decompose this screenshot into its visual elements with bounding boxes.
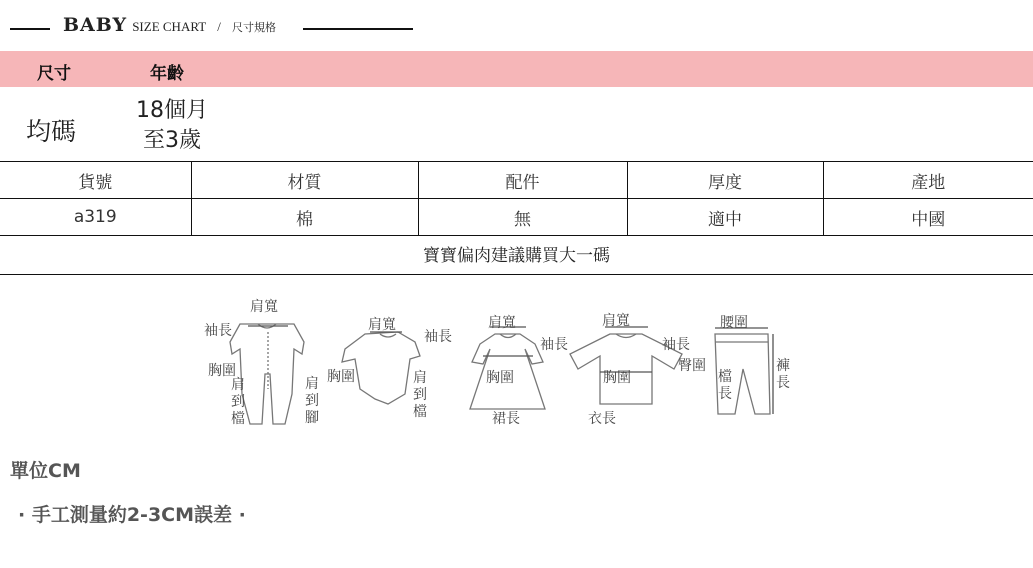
size-value: 均碼 xyxy=(26,117,77,146)
header-origin: 產地 xyxy=(823,162,1033,199)
header-thickness: 厚度 xyxy=(627,162,823,199)
spec-table xyxy=(0,161,1033,236)
unit-label: 單位CM xyxy=(10,460,81,482)
pants-rise-label: 檔長 xyxy=(718,369,732,402)
measurement-diagram xyxy=(190,294,790,439)
age-column-label: 年齡 xyxy=(150,64,184,84)
size-advice-note: 寶寶偏肉建議購買大一碼 xyxy=(0,238,1033,275)
spec-header-row xyxy=(0,162,1033,199)
bodysuit-shoulder-label: 肩寬 xyxy=(368,317,396,333)
pants-hip-label: 臀圍 xyxy=(678,358,706,374)
value-material: 棉 xyxy=(191,199,418,236)
title-separator: / xyxy=(217,19,221,34)
bodysuit-chest-label: 胸圍 xyxy=(327,369,355,385)
dress-length-label: 裙長 xyxy=(492,411,520,427)
dress-sleeve-label: 袖長 xyxy=(540,337,568,353)
top-chest-label: 胸圍 xyxy=(603,370,631,386)
value-origin: 中國 xyxy=(823,199,1033,236)
bodysuit-shoulder-crotch-label: 肩到檔 xyxy=(413,370,427,420)
title-left-rule xyxy=(10,28,50,30)
header-item-no: 貨號 xyxy=(0,162,191,199)
dress-shoulder-label: 肩寬 xyxy=(488,315,516,331)
value-accessories: 無 xyxy=(418,199,627,236)
romper-shoulder-label: 肩寬 xyxy=(250,299,278,315)
age-value xyxy=(126,96,218,156)
title-right-rule xyxy=(303,28,413,30)
value-thickness: 適中 xyxy=(627,199,823,236)
header-material: 材質 xyxy=(191,162,418,199)
top-length-label: 衣長 xyxy=(588,411,616,427)
romper-shoulder-foot-label: 肩到腳 xyxy=(305,376,319,426)
title-subtitle: SIZE CHART xyxy=(132,19,207,34)
pants-length-label: 褲長 xyxy=(776,358,790,391)
spec-value-row xyxy=(0,199,1033,236)
top-sleeve-label: 袖長 xyxy=(662,337,690,353)
size-chart-title xyxy=(0,14,1033,44)
romper-shoulder-crotch-label: 肩到檔 xyxy=(231,377,245,427)
age-value-line2: 至3歲 xyxy=(143,128,201,153)
top-shoulder-label: 肩寬 xyxy=(602,313,630,329)
title-baby: BABY xyxy=(63,14,128,36)
dress-chest-label: 胸圍 xyxy=(486,370,514,386)
age-value-line1: 18個月 xyxy=(136,98,208,123)
size-header-bar xyxy=(0,51,1033,87)
romper-sleeve-label: 袖長 xyxy=(204,323,232,339)
measurement-error-note: · 手工測量約2-3CM誤差 · xyxy=(18,504,246,526)
title-chinese: 尺寸規格 xyxy=(231,21,276,34)
romper-chest-label: 胸圍 xyxy=(208,363,236,379)
title-text xyxy=(63,14,276,36)
value-item-no: a319 xyxy=(0,199,191,236)
pants-waist-label: 腰圍 xyxy=(720,315,748,331)
header-accessories: 配件 xyxy=(418,162,627,199)
size-column-label: 尺寸 xyxy=(37,64,71,84)
bodysuit-sleeve-label: 袖長 xyxy=(424,329,452,345)
